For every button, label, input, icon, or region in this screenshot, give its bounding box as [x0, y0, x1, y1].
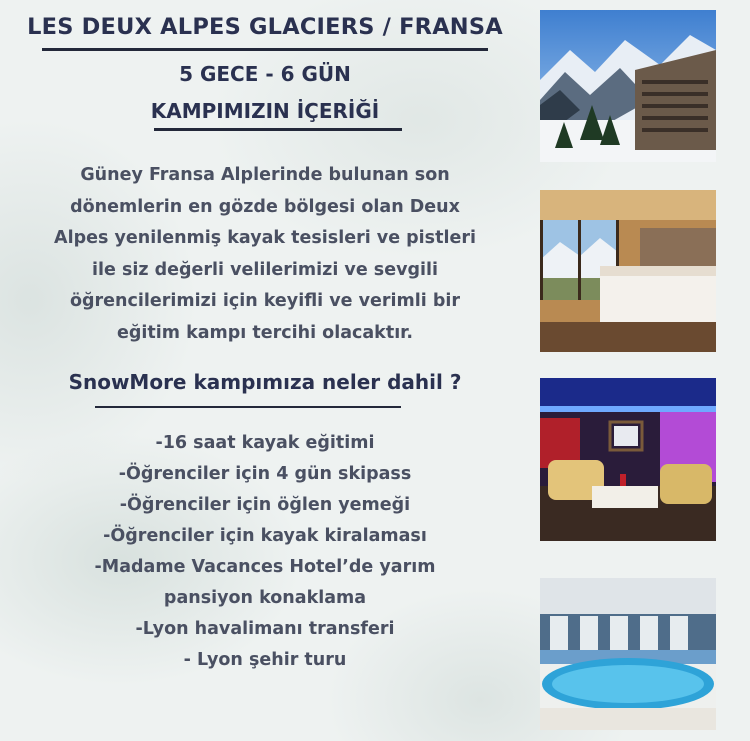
list-item: -Öğrenciler için kayak kiralaması [103, 526, 427, 546]
intro-line: dönemlerin en gözde bölgesi olan Deux [70, 196, 460, 217]
list-item: -Öğrenciler için öğlen yemeği [119, 495, 411, 515]
title-underline [42, 48, 488, 51]
subtitle-underline [154, 128, 402, 131]
indoor-pool-photo [540, 578, 716, 730]
includes-underline [95, 406, 401, 408]
intro-line: ile siz değerli velilerimizi ve sevgili [91, 259, 439, 280]
hotel-lounge-photo [540, 378, 716, 541]
section-subtitle: KAMPIMIZIN İÇERİĞİ [150, 99, 380, 123]
list-item: -16 saat kayak eğitimi [155, 433, 375, 453]
intro-paragraph [22, 160, 508, 349]
includes-list [0, 428, 530, 676]
intro-line: eğitim kampı tercihi olacaktır. [117, 322, 413, 343]
list-item: -Lyon havalimanı transferi [135, 619, 395, 639]
mountain-hotel-photo [540, 10, 716, 162]
hotel-room-photo [540, 190, 716, 352]
list-item: pansiyon konaklama [163, 588, 367, 608]
intro-line: Alpes yenilenmiş kayak tesisleri ve pistleri [54, 228, 476, 248]
includes-heading: SnowMore kampımıza neler dahil ? [68, 370, 462, 394]
page-title: LES DEUX ALPES GLACIERS / FRANSA [27, 14, 503, 40]
intro-line: öğrencilerimizi için keyifli ve verimli bir [69, 291, 461, 311]
list-item: -Madame Vacances Hotel’de yarım [94, 557, 436, 577]
list-item: - Lyon şehir turu [183, 650, 347, 670]
duration-label: 5 GECE - 6 GÜN [179, 62, 351, 86]
intro-line: Güney Fransa Alplerinde bulunan son [80, 165, 450, 185]
list-item: -Öğrenciler için 4 gün skipass [118, 464, 412, 484]
